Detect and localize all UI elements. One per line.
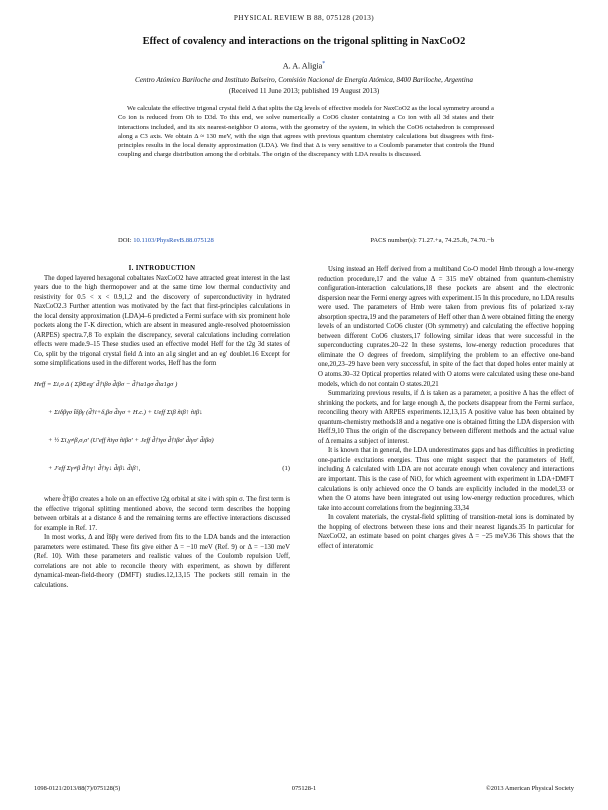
paragraph: Using instead an Heff derived from a multiband Co-O model Hmb through a low-energy reduction procedure,17 and the value Δ = 315 meV obtained from quantum-chemistry configuration-interaction calculations,18 these pockets are absent and the electronic dispersion near the Fermi energy agrees with experiment.15 In this procedure, no LDA results were used. The parameters of Hmb were taken from previous fits of polarized x-ray absorption spectra,19 and the parameters of Heff other than Δ were obtained fitting the energy levels of an undistorted CoO6 cluster (Oh symmetry) and calculating the effective hopping between different CoO6 clusters,17 following similar ideas that were successful in the superconducting cuprates.20–22 In these systems, low-energy reduction procedures that eliminate the O degrees of freedom, simplifying the problem to an effective one-band one,20,23–29 have been very successful, in spite of the fact that doped holes enter mainly at O atoms.30–32 Optical properties related with O atoms were calculated using these one-band models, which do not contain O states.20,21 (318, 266, 574, 388)
page-number: 075128-1 (291, 785, 317, 792)
pacs-numbers: PACS number(s): 71.27.+a, 74.25.Jb, 74.70.−b (370, 237, 494, 244)
author-line (0, 61, 608, 71)
running-head: PHYSICAL REVIEW B 88, 075128 (2013) (233, 14, 375, 22)
left-column (34, 264, 290, 590)
equation-line: Heff = Σi,σ Δ ( Σβ∈eg′ d̃†iβσ d̃iβσ − d̃†ia1gσ d̃ia1gσ ) (34, 381, 178, 389)
paragraph: It is known that in general, the LDA underestimates gaps and has difficulties in predicting one-particle excitations energies. Thus one might suspect that the parameters of Heff, including Δ calculated with LDA are not accurate enough when covalency and interactions are important. This is the case of NiO, for which agreement with experiment in LDA+DMFT calculations is only achieved once the O bands are explicitly included in the model,33 or when the O atoms have been integrated out using low-energy reduction procedures, which take into account correlations from the beginning.33,34 (318, 447, 574, 512)
equation-1 (34, 373, 290, 491)
received-dates: (Received 11 June 2013; published 19 August 2013) (228, 87, 380, 95)
section-heading: I. INTRODUCTION (128, 264, 196, 272)
equation-line: + Σiδβγσ t̃δβγ (d̃†i+δ,βσ d̃iγσ + H.c.) + Ueff Σiβ ñiβ↑ ñiβ↓ (48, 409, 203, 417)
paper-title: Effect of covalency and interactions on the trigonal splitting in NaxCoO2 (142, 36, 466, 47)
paragraph: where d̃†iβσ creates a hole on an effective t2g orbital at site i with spin σ. The first term is the effective trigonal splitting mentioned above, the second term describes the hopping between orbitals at a distance δ and the remaining terms are effective interactions discussed for example in Ref. 17. (34, 496, 290, 532)
doi-pacs-line (118, 237, 494, 244)
copyright: ©2013 American Physical Society (485, 785, 574, 792)
affiliation: Centro Atómico Bariloche and Instituto Balseiro, Comisión Nacional de Energía Atómica, 8400 Bariloche, Argentina (135, 76, 473, 84)
doi-link[interactable]: 10.1103/PhysRevB.88.075128 (133, 237, 214, 244)
paragraph: The doped layered hexagonal cobaltates NaxCoO2 have attracted great interest in the last years due to the high thermopower and at the same time low thermal conductivity and resistivity for 0.5 < x < 0.9,1,2 and the discovery of superconductivity in hydrated NaxCoO2.3 Further attention was motivated by the fact that first-principles calculations in the local density approximation (LDA)4–6 predicted a Fermi surface with six prominent hole pockets along the Γ-K direction, which are absent in measured angle-resolved photoemission (ARPES) spectra.7,8 To explain the discrepancy, several calculations including correlation effects were made.9–15 These studies used an effective model Heff for the t2g 3d states of Co, split by the trigonal crystal field Δ into an a1g singlet and an eg′ doublet.16 Except for some simplifications used in the different works, Heff has the form (34, 274, 290, 368)
equation-number: (1) (282, 465, 290, 473)
doi-label: DOI: (118, 237, 134, 244)
paragraph: Summarizing previous results, if Δ is taken as a parameter, a positive Δ has the effect of shrinking the pockets, and for large enough Δ, the pockets disappear from the Fermi surface, reconciling theory with ARPES experiments.12,13,15 A positive value has been obtained by quantum-chemistry methods18 and a negative one is obtained fitting the LDA dispersion with Heff.9,10 Thus the origin of the discrepancy between different methods and the actual value of Δ remains a subject of interest. (318, 390, 574, 445)
paragraph: In covalent materials, the crystal-field splitting of transition-metal ions is dominated by the hopping of electrons between these ions and their nearest ligands.35 In particular for NaxCoO2, an estimate based on point charges gives Δ = −25 meV.36 This shows that the effect of interatomic (318, 514, 574, 550)
author-name: A. A. Aligia (282, 61, 323, 71)
paragraph: In most works, Δ and t̃δβγ were derived from fits to the LDA bands and the interaction parameters were estimated. These fits give either Δ = −10 meV (Ref. 9) or Δ = −130 meV (Ref. 10). With these parameters and realistic values of the Coulomb repulsion Ueff, correlations are not able to reconcile theory with experiment, as shown by different dynamical-mean-field-theory (DMFT) studies.12,13,15 The pockets still remain in the calculations. (34, 534, 290, 589)
author-footnote-link[interactable]: * (322, 61, 326, 67)
equation-line: + J′eff Σγ≠β d̃†iγ↑ d̃†iγ↓ d̃iβ↓ d̃iβ↑, (48, 465, 141, 473)
footer-issn: 1098-0121/2013/88(7)/075128(5) (34, 785, 121, 792)
equation-line: + ½ Σi,γ≠β,σ,σ′ (U′eff ñiγσ ñiβσ′ + Jeff d̃†iγσ d̃†iβσ′ d̃iγσ′ d̃iβσ) (48, 437, 214, 445)
abstract: We calculate the effective trigonal crystal field Δ that splits the t2g levels of effective models for NaxCoO2 as the local symmetry around a Co ion is reduced from Oh to D3d. To this end, we solve numerically a CoO6 cluster containing a Co ion with all 3d states and their interactions included, and its six nearest-neighbor O atoms, with the geometry of the system, in which the CoO6 octahedron is compressed along a C3 axis. We obtain Δ ≈ 130 meV, with the sign that agrees with previous quantum chemistry calculations but disagrees with first-principles results in the local density approximation (LDA). We find that Δ is very sensitive to a Coulomb parameter that controls the Hund coupling and charge distribution among the d orbitals. The origin of the discrepancy with LDA results is discussed. (118, 105, 494, 159)
right-column (318, 265, 574, 551)
